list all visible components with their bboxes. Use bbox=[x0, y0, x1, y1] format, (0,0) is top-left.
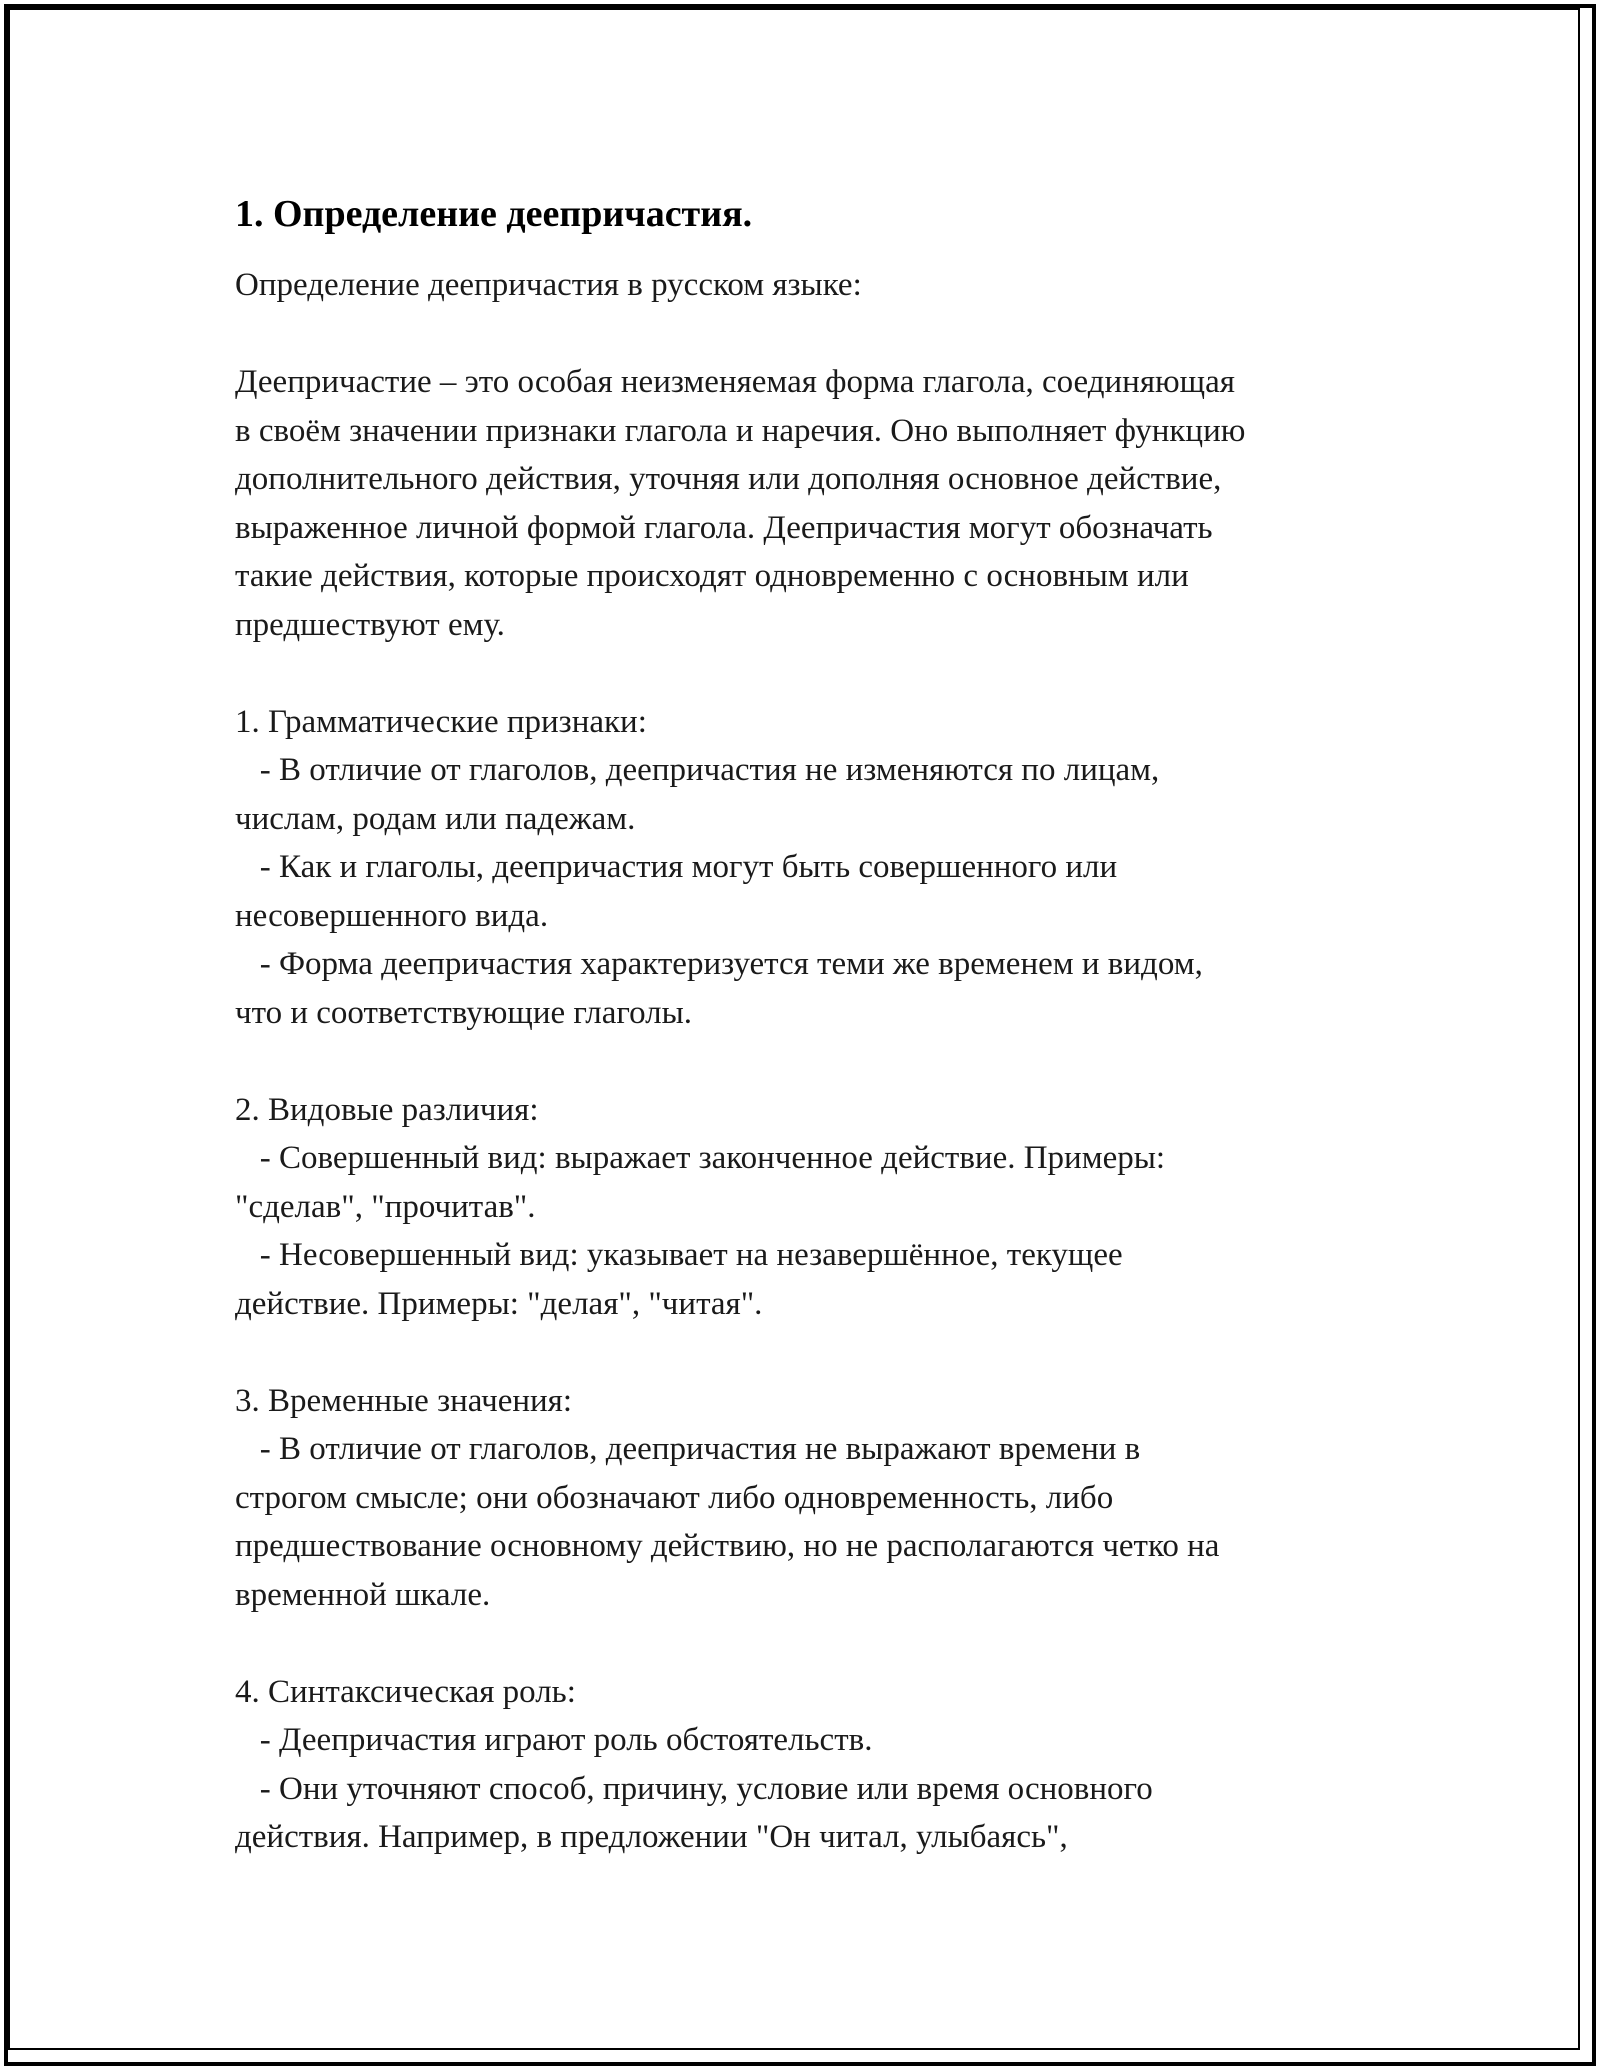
paragraph-gap bbox=[235, 1619, 1395, 1668]
section-grammatical bbox=[235, 698, 1395, 1038]
definition-line: выраженное личной формой глагола. Деепричастия могут обозначать bbox=[235, 509, 1213, 546]
section-tense bbox=[235, 1377, 1395, 1620]
paragraph-gap bbox=[235, 310, 1395, 359]
section-line: что и соответствующие глаголы. bbox=[235, 994, 693, 1031]
definition-line: такие действия, которые происходят одновременно с основным или bbox=[235, 558, 1189, 594]
section-line: - Форма деепричастия характеризуется теми же временем и видом, bbox=[235, 946, 1203, 982]
section-line: - В отличие от глаголов, деепричастия не выражают времени в bbox=[235, 1431, 1141, 1467]
definition-line: в своём значении признаки глагола и наречия. Оно выполняет функцию bbox=[235, 412, 1246, 449]
section-line: предшествование основному действию, но не располагаются четко на bbox=[235, 1528, 1220, 1564]
definition-line: Деепричастие – это особая неизменяемая форма глагола, соединяющая bbox=[235, 364, 1235, 400]
section-syntax bbox=[235, 1668, 1395, 1862]
paragraph-gap bbox=[235, 1328, 1395, 1377]
section-line: действия. Например, в предложении "Он читал, улыбаясь", bbox=[235, 1819, 1068, 1855]
definition-line: предшествуют ему. bbox=[235, 606, 505, 643]
section-line: - Совершенный вид: выражает законченное действие. Примеры: bbox=[235, 1140, 1166, 1176]
section-line: - Они уточняют способ, причину, условие или время основного bbox=[235, 1770, 1153, 1807]
section-line: - Несовершенный вид: указывает на незавершённое, текущее bbox=[235, 1237, 1123, 1273]
definition-line: дополнительного действия, уточняя или дополняя основное действие, bbox=[235, 461, 1222, 497]
section-title: 1. Грамматические признаки: bbox=[235, 703, 647, 740]
definition-paragraph bbox=[235, 358, 1395, 649]
section-line: числам, родам или падежам. bbox=[235, 800, 636, 837]
section-line: "сделав", "прочитав". bbox=[235, 1188, 536, 1225]
section-aspect bbox=[235, 1086, 1395, 1329]
document-heading: 1. Определение деепричастия. bbox=[235, 193, 753, 235]
section-line: - Как и глаголы, деепричастия могут быть совершенного или bbox=[235, 849, 1118, 885]
section-line: - Деепричастия играют роль обстоятельств. bbox=[235, 1722, 873, 1758]
section-line: временной шкале. bbox=[235, 1576, 491, 1613]
section-line: - В отличие от глаголов, деепричастия не изменяются по лицам, bbox=[235, 752, 1160, 788]
section-line: несовершенного вида. bbox=[235, 897, 549, 934]
paragraph-gap bbox=[235, 1037, 1395, 1086]
paragraph-gap bbox=[235, 649, 1395, 698]
section-title: 3. Временные значения: bbox=[235, 1382, 573, 1419]
section-title: 4. Синтаксическая роль: bbox=[235, 1673, 576, 1710]
section-line: строгом смысле; они обозначают либо одновременность, либо bbox=[235, 1479, 1114, 1516]
section-line: действие. Примеры: "делая", "читая". bbox=[235, 1285, 763, 1322]
intro-paragraph: Определение деепричастия в русском языке: bbox=[235, 267, 862, 303]
document-body bbox=[235, 190, 1395, 1862]
section-title: 2. Видовые различия: bbox=[235, 1091, 539, 1128]
